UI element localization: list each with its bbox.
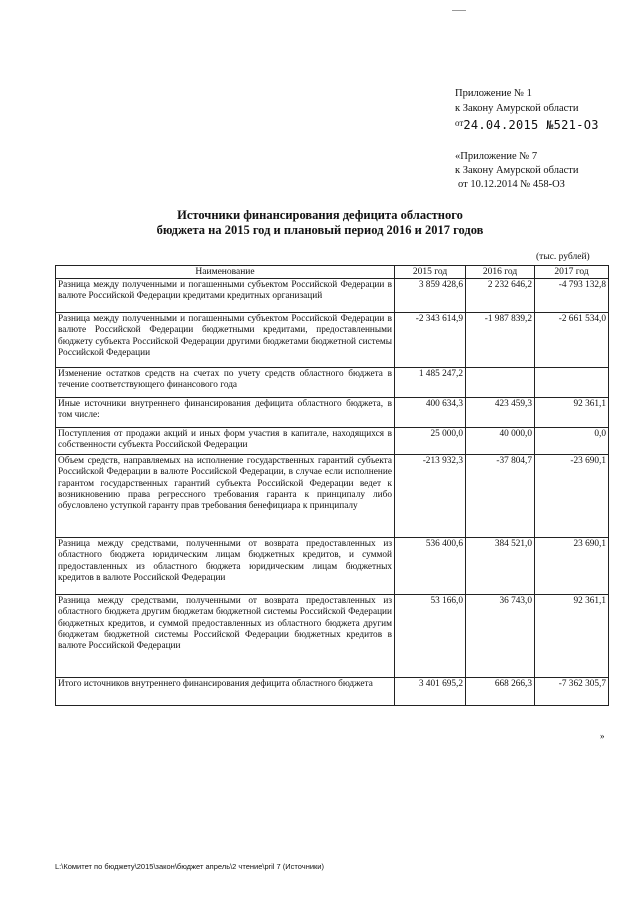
prev-appendix-date: от 10.12.2014 № 458-ОЗ <box>458 179 565 190</box>
appendix-header <box>455 86 599 134</box>
cell-value-2016: 40 000,0 <box>466 428 535 455</box>
appendix-number: Приложение № 1 <box>455 88 532 99</box>
table-row <box>56 678 609 706</box>
table-header-row <box>56 266 609 279</box>
cell-value-2016: -1 987 839,2 <box>466 313 535 368</box>
appendix-law: к Закону Амурской области <box>455 103 579 114</box>
cell-value-2015: -2 343 614,9 <box>395 313 466 368</box>
table-row <box>56 368 609 398</box>
cell-value-2017: 23 690,1 <box>535 538 609 595</box>
cell-value-2017: 92 361,1 <box>535 398 609 428</box>
prev-appendix-number: «Приложение № 7 <box>455 151 538 162</box>
cell-name: Разница между средствами, полученными от возврата предоставленных из областного бюджета юридическим лицам бюджетных кредитов, и суммой предоставленных из областного бюджета юридическим лицам бюджетных кредитов в валюте Российской Федерации <box>56 538 395 595</box>
table-row <box>56 538 609 595</box>
appendix-date-prefix: от <box>455 118 464 128</box>
cell-name: Разница между полученными и погашенными субъектом Российской Федерации в валюте Российской Федерации кредитами кредитных организаций <box>56 279 395 313</box>
cell-value-2017: -4 793 132,8 <box>535 279 609 313</box>
file-path-footer: L:\Комитет по бюджету\2015\закон\бюджет апрель\2 чтение\pril 7 (Источники) <box>55 862 324 871</box>
cell-name: Итого источников внутреннего финансирования дефицита областного бюджета <box>56 678 395 706</box>
title-line-2: бюджета на 2015 год и плановый период 2016 и 2017 годов <box>156 223 484 237</box>
cell-value-2015: 400 634,3 <box>395 398 466 428</box>
cell-value-2017: -7 362 305,7 <box>535 678 609 706</box>
cell-value-2015: 536 400,6 <box>395 538 466 595</box>
cell-value-2017: -23 690,1 <box>535 455 609 538</box>
cell-value-2015: -213 932,3 <box>395 455 466 538</box>
appendix-date <box>455 116 599 134</box>
closing-quote: » <box>600 731 605 741</box>
sources-table <box>55 265 609 706</box>
cell-value-2016: -37 804,7 <box>466 455 535 538</box>
cell-value-2017 <box>535 368 609 398</box>
document-title <box>0 208 640 238</box>
header-name: Наименование <box>56 266 395 279</box>
cell-value-2015: 25 000,0 <box>395 428 466 455</box>
title-line-1: Источники финансирования дефицита областного <box>177 208 463 222</box>
scan-mark <box>452 10 466 11</box>
cell-value-2017: 0,0 <box>535 428 609 455</box>
cell-value-2016: 668 266,3 <box>466 678 535 706</box>
cell-value-2016 <box>466 368 535 398</box>
table-row <box>56 455 609 538</box>
header-2015: 2015 год <box>395 266 466 279</box>
table-row <box>56 279 609 313</box>
table-row <box>56 313 609 368</box>
cell-name: Разница между средствами, полученными от возврата предоставленных из областного бюджета другим бюджетам бюджетной системы Российской Федерации бюджетных кредитов, и суммой предоставленных из областного бюджета другим бюджетам бюджетной системы Российской Федерации бюджетных кредитов в валюте Российской Федерации <box>56 595 395 678</box>
table-row <box>56 428 609 455</box>
cell-value-2016: 36 743,0 <box>466 595 535 678</box>
cell-name: Иные источники внутреннего финансирования дефицита областного бюджета, в том числе: <box>56 398 395 428</box>
cell-value-2015: 3 859 428,6 <box>395 279 466 313</box>
cell-name: Поступления от продажи акций и иных форм участия в капитале, находящихся в собственности субъекта Российской Федерации <box>56 428 395 455</box>
cell-name: Объем средств, направляемых на исполнение государственных гарантий субъекта Российской Федерации в валюте Российской Федерации, в случае если исполнение гарантом государственных гарантий субъекта Российской Федерации ведет к возникновению права регрессного требования гаранта к принципалу либо обусловлено уступкой гаранту прав требования бенефициара к принципалу <box>56 455 395 538</box>
cell-value-2017: -2 661 534,0 <box>535 313 609 368</box>
prev-appendix-law: к Закону Амурской области <box>455 165 579 176</box>
previous-appendix-header <box>455 150 579 192</box>
cell-value-2015: 1 485 247,2 <box>395 368 466 398</box>
cell-name: Разница между полученными и погашенными субъектом Российской Федерации в валюте Российской Федерации бюджетными кредитами, предоставленными бюджету субъекта Российской Федерации другими бюджетами бюджетной системы Российской Федерации <box>56 313 395 368</box>
appendix-date-stamp: 24.04.2015 №521-ОЗ <box>463 118 599 132</box>
table-row <box>56 398 609 428</box>
cell-value-2016: 2 232 646,2 <box>466 279 535 313</box>
units-label: (тыс. рублей) <box>536 252 590 262</box>
table-row <box>56 595 609 678</box>
cell-value-2015: 3 401 695,2 <box>395 678 466 706</box>
cell-value-2015: 53 166,0 <box>395 595 466 678</box>
cell-value-2017: 92 361,1 <box>535 595 609 678</box>
cell-value-2016: 384 521,0 <box>466 538 535 595</box>
header-2016: 2016 год <box>466 266 535 279</box>
header-2017: 2017 год <box>535 266 609 279</box>
cell-value-2016: 423 459,3 <box>466 398 535 428</box>
cell-name: Изменение остатков средств на счетах по учету средств областного бюджета в течение соответствующего финансового года <box>56 368 395 398</box>
